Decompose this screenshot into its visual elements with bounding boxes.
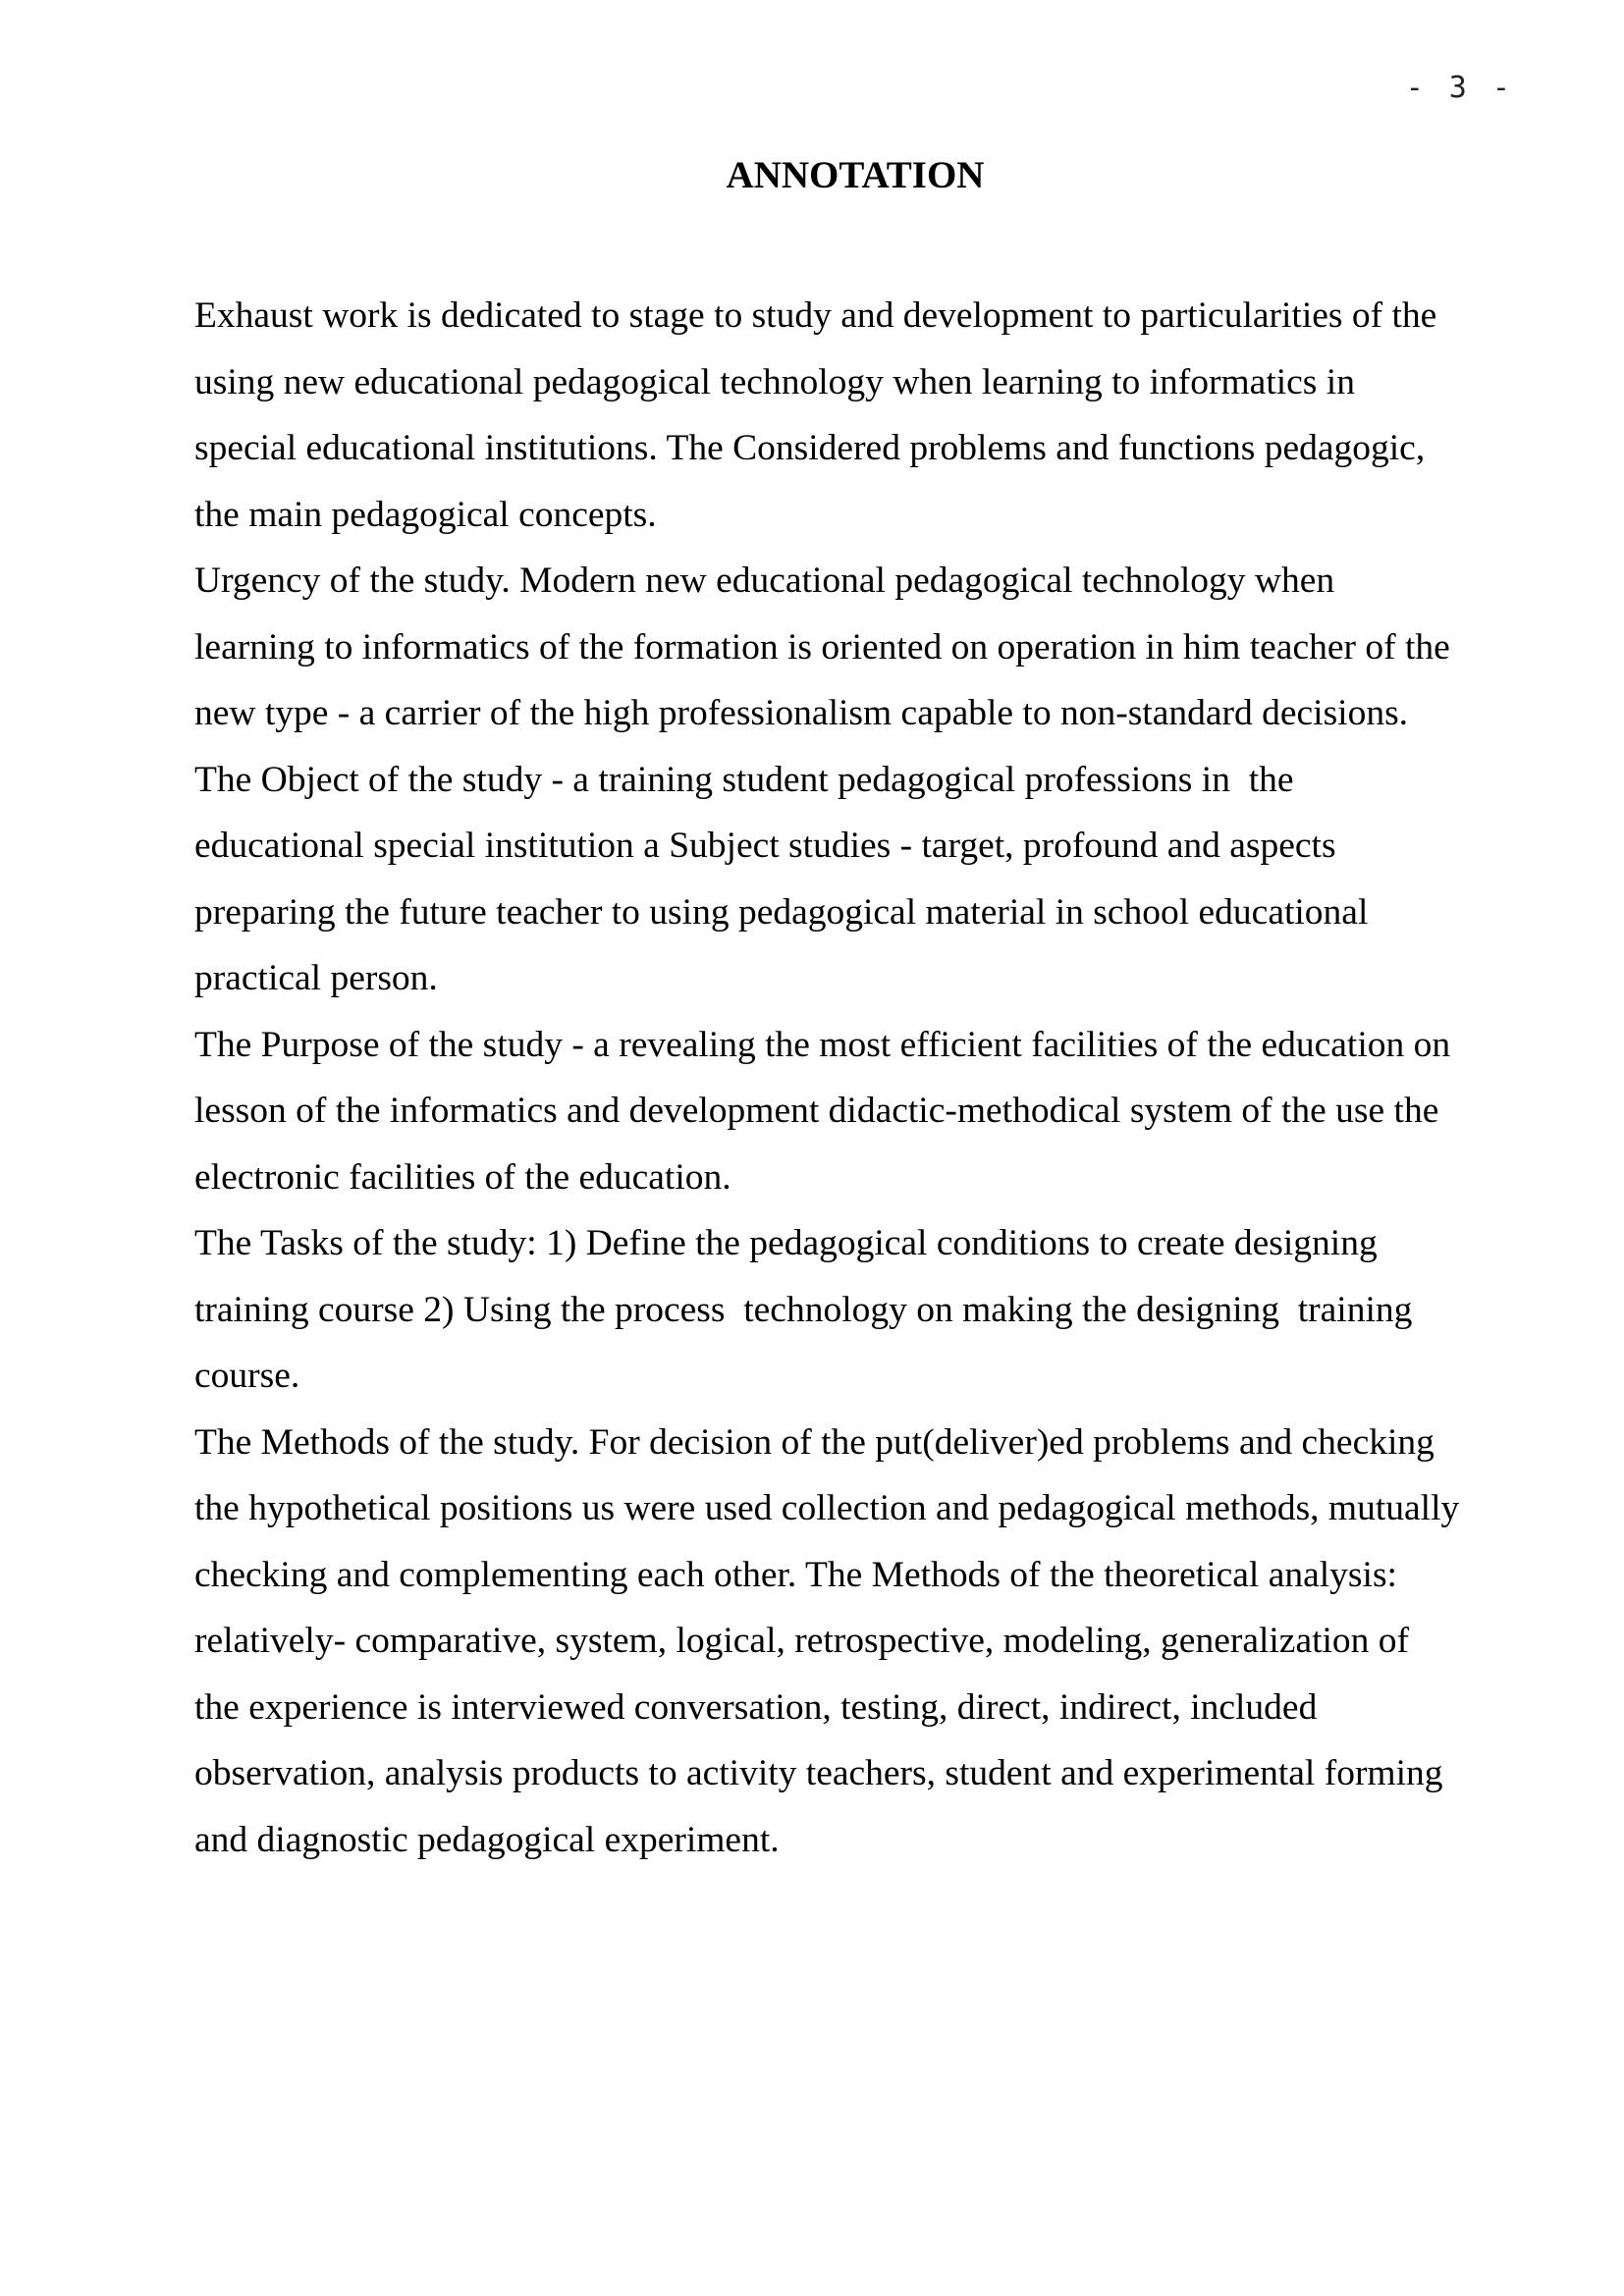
text-line: The Object of the study - a training student pedagogical professions in the	[194, 759, 1294, 800]
text-line: new type - a carrier of the high professionalism capable to non-standard decisions.	[194, 693, 1409, 733]
text-line: special educational institutions. The Considered problems and functions pedagogic,	[194, 428, 1426, 468]
text-line: Urgency of the study. Modern new educational pedagogical technology when	[194, 561, 1335, 601]
text-line: The Purpose of the study - a revealing the most efficient facilities of the education on	[194, 1024, 1451, 1065]
text-line: The Tasks of the study: 1) Define the pedagogical conditions to create designing	[194, 1223, 1378, 1263]
text-line: Exhaust work is dedicated to stage to study and development to particularities of the	[194, 295, 1437, 336]
text-line: checking and complementing each other. The Methods of the theoretical analysis:	[194, 1554, 1397, 1595]
annotation-body	[194, 283, 1530, 1873]
text-line: the hypothetical positions us were used collection and pedagogical methods, mutually	[194, 1488, 1460, 1528]
text-line: relatively- comparative, system, logical, retrospective, modeling, generalization of	[194, 1621, 1410, 1661]
text-line: educational special institution a Subject studies - target, profound and aspects	[194, 826, 1336, 866]
text-line: electronic facilities of the education.	[194, 1156, 731, 1198]
text-line: learning to informatics of the formation is oriented on operation in him teacher of the	[194, 626, 1450, 667]
text-line: lesson of the informatics and development didactic-methodical system of the use the	[194, 1091, 1439, 1131]
page-number: - 3 -	[1405, 71, 1514, 105]
text-line: and diagnostic pedagogical experiment.	[194, 1819, 780, 1860]
page-title: ANNOTATION	[726, 154, 985, 196]
text-line: course.	[194, 1356, 300, 1396]
text-line: preparing the future teacher to using pedagogical material in school educational	[194, 891, 1369, 933]
text-line: the experience is interviewed conversation, testing, direct, indirect, included	[194, 1686, 1318, 1728]
text-line: the main pedagogical concepts.	[194, 494, 657, 535]
text-line: practical person.	[194, 958, 438, 998]
text-line: using new educational pedagogical technology when learning to informatics in	[194, 361, 1355, 402]
text-line: training course 2) Using the process technology on making the designing training	[194, 1289, 1413, 1330]
text-line: observation, analysis products to activity teachers, student and experimental forming	[194, 1753, 1443, 1793]
text-line: The Methods of the study. For decision of the put(deliver)ed problems and checking	[194, 1421, 1435, 1463]
